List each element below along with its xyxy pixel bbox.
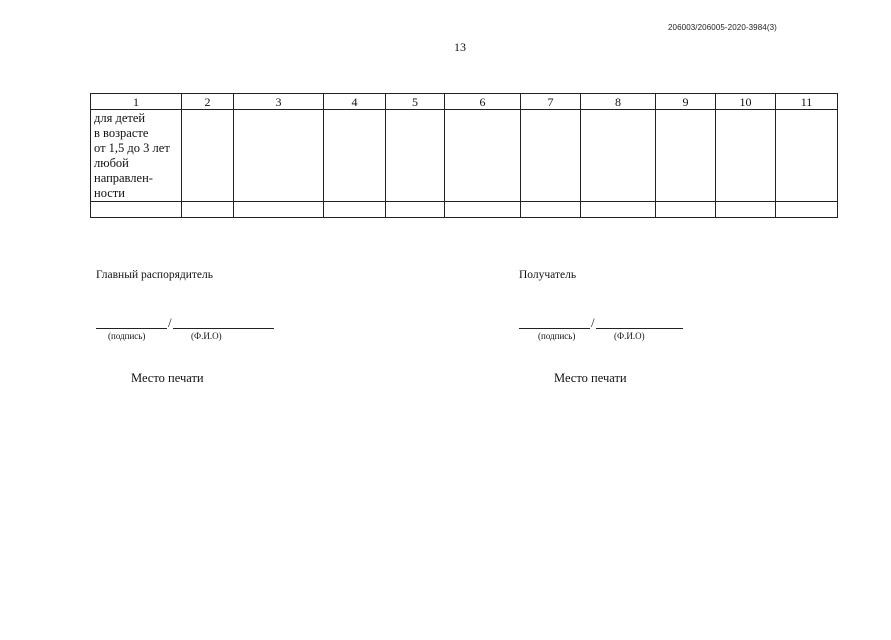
table-cell xyxy=(656,110,716,202)
table-cell xyxy=(581,110,656,202)
column-header: 2 xyxy=(182,94,234,110)
table-cell xyxy=(445,202,521,218)
page-number: 13 xyxy=(454,40,466,54)
data-table xyxy=(90,93,838,218)
column-header: 1 xyxy=(91,94,182,110)
table-cell xyxy=(234,202,324,218)
table-cell-category xyxy=(91,202,182,218)
signature-field xyxy=(519,316,590,329)
column-header: 10 xyxy=(716,94,776,110)
table-cell xyxy=(386,202,445,218)
table-row xyxy=(91,202,838,218)
column-header: 11 xyxy=(776,94,838,110)
caption-signature-right: (подпись) xyxy=(538,331,576,341)
signature-field xyxy=(96,316,167,329)
table-cell xyxy=(521,110,581,202)
name-field xyxy=(596,316,683,329)
table-cell xyxy=(776,202,838,218)
column-header: 7 xyxy=(521,94,581,110)
table-cell xyxy=(716,110,776,202)
table-cell xyxy=(521,202,581,218)
table-cell xyxy=(324,110,386,202)
table-cell xyxy=(445,110,521,202)
table-cell xyxy=(324,202,386,218)
table-row xyxy=(91,110,838,202)
table-cell xyxy=(656,202,716,218)
table-cell xyxy=(182,110,234,202)
name-field xyxy=(173,316,274,329)
category-label: для детей в возрасте от 1,5 до 3 лет любой направлен- ности xyxy=(94,111,170,200)
table-cell xyxy=(234,110,324,202)
signature-line-right xyxy=(519,316,683,329)
stamp-place-right: Место печати xyxy=(554,371,627,385)
column-header: 6 xyxy=(445,94,521,110)
caption-name-left: (Ф.И.О) xyxy=(191,331,222,341)
caption-signature-left: (подпись) xyxy=(108,331,146,341)
table-cell xyxy=(182,202,234,218)
signature-line-left xyxy=(96,316,274,329)
column-header: 4 xyxy=(324,94,386,110)
stamp-place-left: Место печати xyxy=(131,371,204,385)
table-cell xyxy=(581,202,656,218)
signatory-right-title: Получатель xyxy=(519,269,577,281)
table-header-row xyxy=(91,94,838,110)
separator-slash: / xyxy=(591,315,595,330)
caption-name-right: (Ф.И.О) xyxy=(614,331,645,341)
column-header: 5 xyxy=(386,94,445,110)
separator-slash: / xyxy=(168,315,172,330)
table-cell xyxy=(386,110,445,202)
column-header: 8 xyxy=(581,94,656,110)
table-cell xyxy=(716,202,776,218)
column-header: 9 xyxy=(656,94,716,110)
document-id: 206003/206005-2020-3984(3) xyxy=(668,23,777,32)
table-cell-category xyxy=(91,110,182,202)
signatory-left-title: Главный распорядитель xyxy=(96,269,213,281)
column-header: 3 xyxy=(234,94,324,110)
table-cell xyxy=(776,110,838,202)
